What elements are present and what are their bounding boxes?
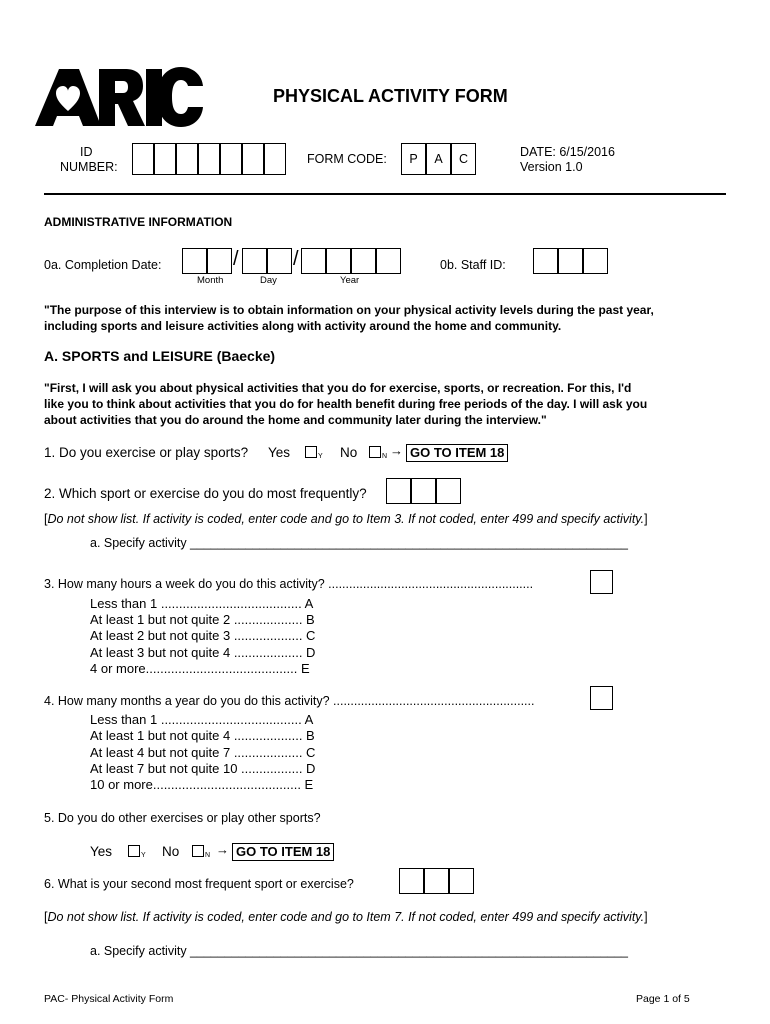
section-a-line-1: "First, I will ask you about physical activities that you do for exercise, sports, or recreation. For this, I'd bbox=[44, 381, 632, 395]
footer-page-number: Page 1 of 5 bbox=[636, 993, 690, 1005]
section-a-line-3: about activities that you do around the home and community later during the interview." bbox=[44, 413, 547, 427]
q6-instruction-text: Do not show list. If activity is coded, enter code and go to Item 7. If not coded, enter 499 and specify activity. bbox=[47, 910, 645, 924]
year-caption: Year bbox=[340, 275, 360, 286]
staff-id-field[interactable] bbox=[533, 248, 609, 274]
header-divider bbox=[44, 193, 726, 195]
q2-text: 2. Which sport or exercise do you do most frequently? bbox=[44, 486, 367, 501]
page-title: PHYSICAL ACTIVITY FORM bbox=[273, 86, 508, 106]
q1-yes-code: Y bbox=[318, 453, 323, 460]
q2-instruction bbox=[44, 512, 648, 526]
q6-code-field[interactable] bbox=[399, 868, 475, 894]
form-code-boxes bbox=[401, 143, 477, 175]
q2-code-field[interactable] bbox=[386, 478, 462, 504]
q3-option-b: At least 1 but not quite 2 ................... B bbox=[90, 612, 315, 627]
bracket: ] bbox=[644, 512, 648, 526]
footer-left: PAC- Physical Activity Form bbox=[44, 993, 174, 1005]
q4-option-a: Less than 1 ....................................... A bbox=[90, 712, 314, 727]
id-label-line2: NUMBER: bbox=[60, 160, 118, 174]
q4-text: 4. How many months a year do you do this activity? .......................................................... bbox=[44, 694, 535, 708]
q5-goto-box: GO TO ITEM 18 bbox=[232, 843, 334, 861]
date-slash: / bbox=[233, 248, 239, 270]
q1-text: 1. Do you exercise or play sports? bbox=[44, 445, 249, 460]
q1-goto-box: GO TO ITEM 18 bbox=[406, 444, 508, 462]
form-version: Version 1.0 bbox=[520, 160, 583, 174]
intro-line-1: "The purpose of this interview is to obtain information on your physical activity levels during the past year, bbox=[44, 303, 654, 317]
section-a-line-2: like you to think about activities that you do for health benefit during free periods of the day. I will ask you bbox=[44, 397, 648, 411]
q6-text: 6. What is your second most frequent sport or exercise? bbox=[44, 877, 354, 891]
id-number-field[interactable] bbox=[132, 143, 287, 175]
form-date: DATE: 6/15/2016 bbox=[520, 145, 615, 159]
completion-date-label: 0a. Completion Date: bbox=[44, 258, 162, 272]
section-a-heading: A. SPORTS and LEISURE (Baecke) bbox=[44, 348, 276, 364]
day-caption: Day bbox=[260, 275, 277, 286]
q3-option-c: At least 2 but not quite 3 ................... C bbox=[90, 628, 316, 643]
q6-instruction bbox=[44, 910, 648, 924]
q1-yes-label: Yes bbox=[268, 445, 291, 460]
intro-line-2: including sports and leisure activities along with activity around the home and community. bbox=[44, 319, 562, 333]
q5-no-checkbox[interactable] bbox=[192, 845, 204, 857]
aric-logo bbox=[35, 66, 205, 128]
q4-option-e: 10 or more......................................... E bbox=[90, 777, 314, 792]
id-label-line1: ID bbox=[80, 145, 93, 159]
month-caption: Month bbox=[197, 275, 224, 286]
logo-text bbox=[35, 66, 36, 67]
q4-answer-box[interactable] bbox=[590, 686, 613, 710]
q2-instruction-text: Do not show list. If activity is coded, enter code and go to Item 3. If not coded, enter 499 and specify activity. bbox=[47, 512, 645, 526]
q5-text: 5. Do you do other exercises or play other sports? bbox=[44, 811, 321, 825]
admin-heading: ADMINISTRATIVE INFORMATION bbox=[44, 215, 233, 229]
aric-logo-graphic bbox=[35, 66, 205, 128]
form-code-char: P bbox=[401, 143, 426, 175]
q5-yes-code: Y bbox=[141, 852, 146, 859]
q3-option-d: At least 3 but not quite 4 ................... D bbox=[90, 645, 316, 660]
q3-option-e: 4 or more.......................................... E bbox=[90, 661, 310, 676]
q5-arrow-icon: → bbox=[216, 842, 229, 857]
q3-text: 3. How many hours a week do you do this activity? ........................................................... bbox=[44, 577, 534, 591]
bracket: ] bbox=[644, 910, 648, 924]
q4-option-c: At least 4 but not quite 7 ................... C bbox=[90, 745, 316, 760]
bracket: [ bbox=[44, 910, 48, 924]
form-code-char: A bbox=[426, 143, 451, 175]
q4-option-b: At least 1 but not quite 4 ................... B bbox=[90, 728, 315, 743]
date-slash: / bbox=[293, 248, 299, 270]
completion-date-field[interactable] bbox=[182, 248, 404, 274]
q5-yes-label: Yes bbox=[90, 844, 113, 859]
q1-no-checkbox[interactable] bbox=[369, 446, 381, 458]
bracket: [ bbox=[44, 512, 48, 526]
q5-no-label: No bbox=[162, 844, 180, 859]
q4-option-d: At least 7 but not quite 10 ................. D bbox=[90, 761, 316, 776]
staff-id-label: 0b. Staff ID: bbox=[440, 258, 506, 272]
form-code-label: FORM CODE: bbox=[307, 152, 387, 166]
q1-no-label: No bbox=[340, 445, 358, 460]
q3-answer-box[interactable] bbox=[590, 570, 613, 594]
q3-option-a: Less than 1 ....................................... A bbox=[90, 596, 314, 611]
q1-yes-checkbox[interactable] bbox=[305, 446, 317, 458]
q2-specify-activity[interactable]: a. Specify activity _______________________________________________________________ bbox=[90, 536, 629, 550]
q1-no-code: N bbox=[382, 453, 388, 460]
form-code-char: C bbox=[451, 143, 476, 175]
q5-yes-checkbox[interactable] bbox=[128, 845, 140, 857]
q1-arrow-icon: → bbox=[390, 443, 403, 458]
q6-specify-activity[interactable]: a. Specify activity _______________________________________________________________ bbox=[90, 944, 629, 958]
q5-no-code: N bbox=[205, 852, 211, 859]
